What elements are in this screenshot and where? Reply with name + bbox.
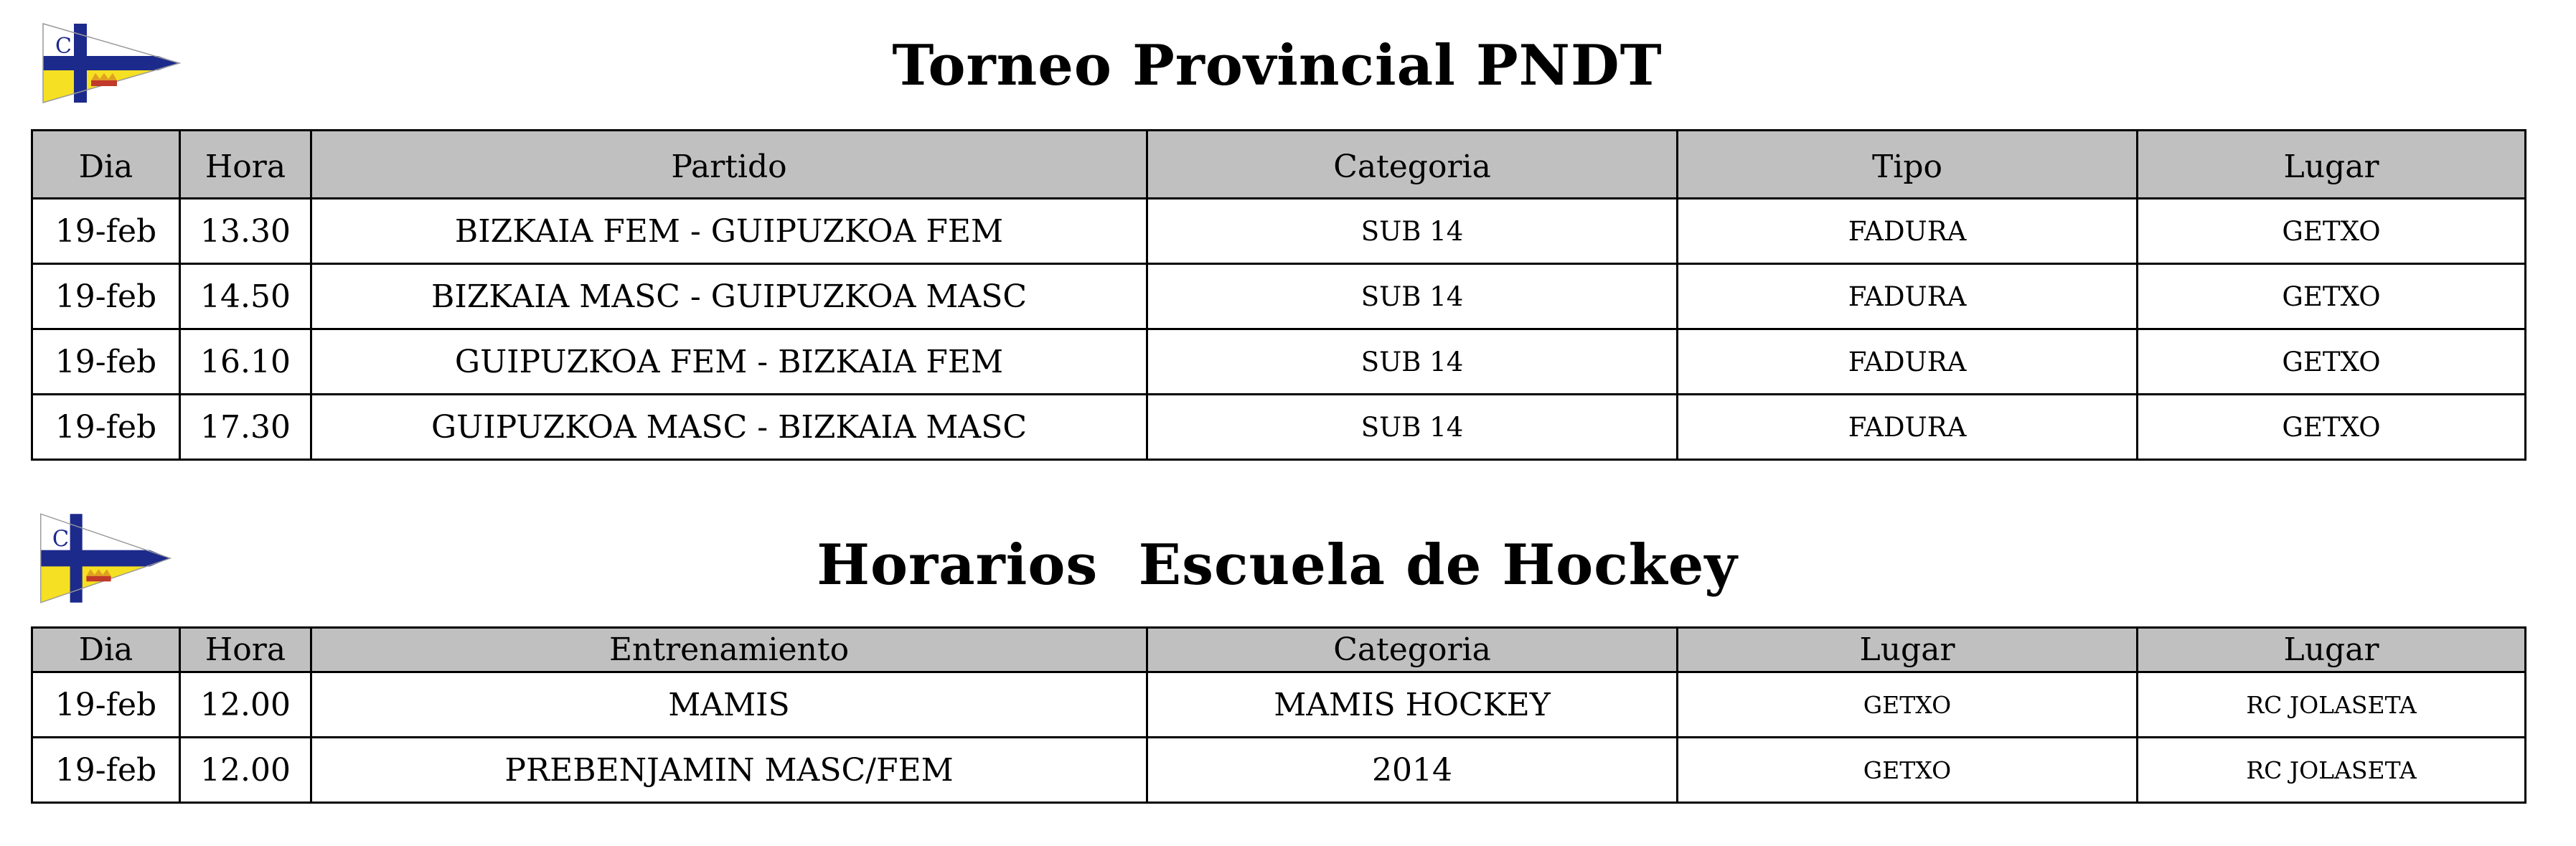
column-header-tipo: Tipo [1678,131,2138,199]
svg-text:C: C [55,34,72,59]
table-row [32,395,2526,460]
cell-lugar: RC JOLASETA [2138,672,2526,738]
cell-categoria: SUB 14 [1147,264,1678,329]
cell-lugar: GETXO [1678,672,2138,738]
column-header-lugar: Lugar [2138,131,2526,199]
column-header-lugar: Lugar [2138,628,2526,672]
cell-lugar: GETXO [2138,395,2526,460]
cell-lugar: RC JOLASETA [2138,738,2526,803]
cell-dia: 19-feb [32,672,180,738]
column-header-categoria: Categoria [1147,131,1678,199]
tournament-schedule-table [31,129,2526,461]
cell-categoria: 2014 [1147,738,1678,803]
column-header-dia: Dia [32,131,180,199]
table-header-row [32,628,2526,672]
cell-lugar: GETXO [2138,329,2526,395]
cell-hora: 14.50 [180,264,311,329]
column-header-hora: Hora [180,131,311,199]
cell-hora: 12.00 [180,672,311,738]
table-row [32,672,2526,738]
cell-hora: 16.10 [180,329,311,395]
cell-lugar: GETXO [2138,264,2526,329]
hockey-school-table [31,626,2526,804]
column-header-categoria: Categoria [1147,628,1678,672]
column-header-dia: Dia [32,628,180,672]
hockey-school-title: Horarios Escuela de Hockey [817,532,1738,598]
column-header-partido: Partido [311,131,1147,199]
cell-dia: 19-feb [32,264,180,329]
cell-categoria: SUB 14 [1147,395,1678,460]
column-header-entrenamiento: Entrenamiento [311,628,1147,672]
table-header-row [32,131,2526,199]
tournament-title: Torneo Provincial PNDT [892,33,1663,98]
cell-entrenamiento: MAMIS [311,672,1147,738]
cell-partido: GUIPUZKOA FEM - BIZKAIA FEM [311,329,1147,395]
cell-dia: 19-feb [32,738,180,803]
cell-hora: 17.30 [180,395,311,460]
cell-partido: BIZKAIA FEM - GUIPUZKOA FEM [311,199,1147,264]
cell-dia: 19-feb [32,199,180,264]
cell-dia: 19-feb [32,329,180,395]
cell-tipo: FADURA [1678,395,2138,460]
cell-categoria: SUB 14 [1147,329,1678,395]
column-header-hora: Hora [180,628,311,672]
table-row [32,738,2526,803]
cell-tipo: FADURA [1678,264,2138,329]
cell-dia: 19-feb [32,395,180,460]
table-row [32,199,2526,264]
cell-categoria: MAMIS HOCKEY [1147,672,1678,738]
cell-lugar: GETXO [1678,738,2138,803]
cell-hora: 12.00 [180,738,311,803]
cell-partido: BIZKAIA MASC - GUIPUZKOA MASC [311,264,1147,329]
cell-tipo: FADURA [1678,199,2138,264]
cell-lugar: GETXO [2138,199,2526,264]
table-row [32,264,2526,329]
cell-hora: 13.30 [180,199,311,264]
column-header-lugar: Lugar [1678,628,2138,672]
cell-categoria: SUB 14 [1147,199,1678,264]
cell-partido: GUIPUZKOA MASC - BIZKAIA MASC [311,395,1147,460]
cell-tipo: FADURA [1678,329,2138,395]
svg-text:C: C [52,526,70,552]
table-row [32,329,2526,395]
cell-entrenamiento: PREBENJAMIN MASC/FEM [311,738,1147,803]
